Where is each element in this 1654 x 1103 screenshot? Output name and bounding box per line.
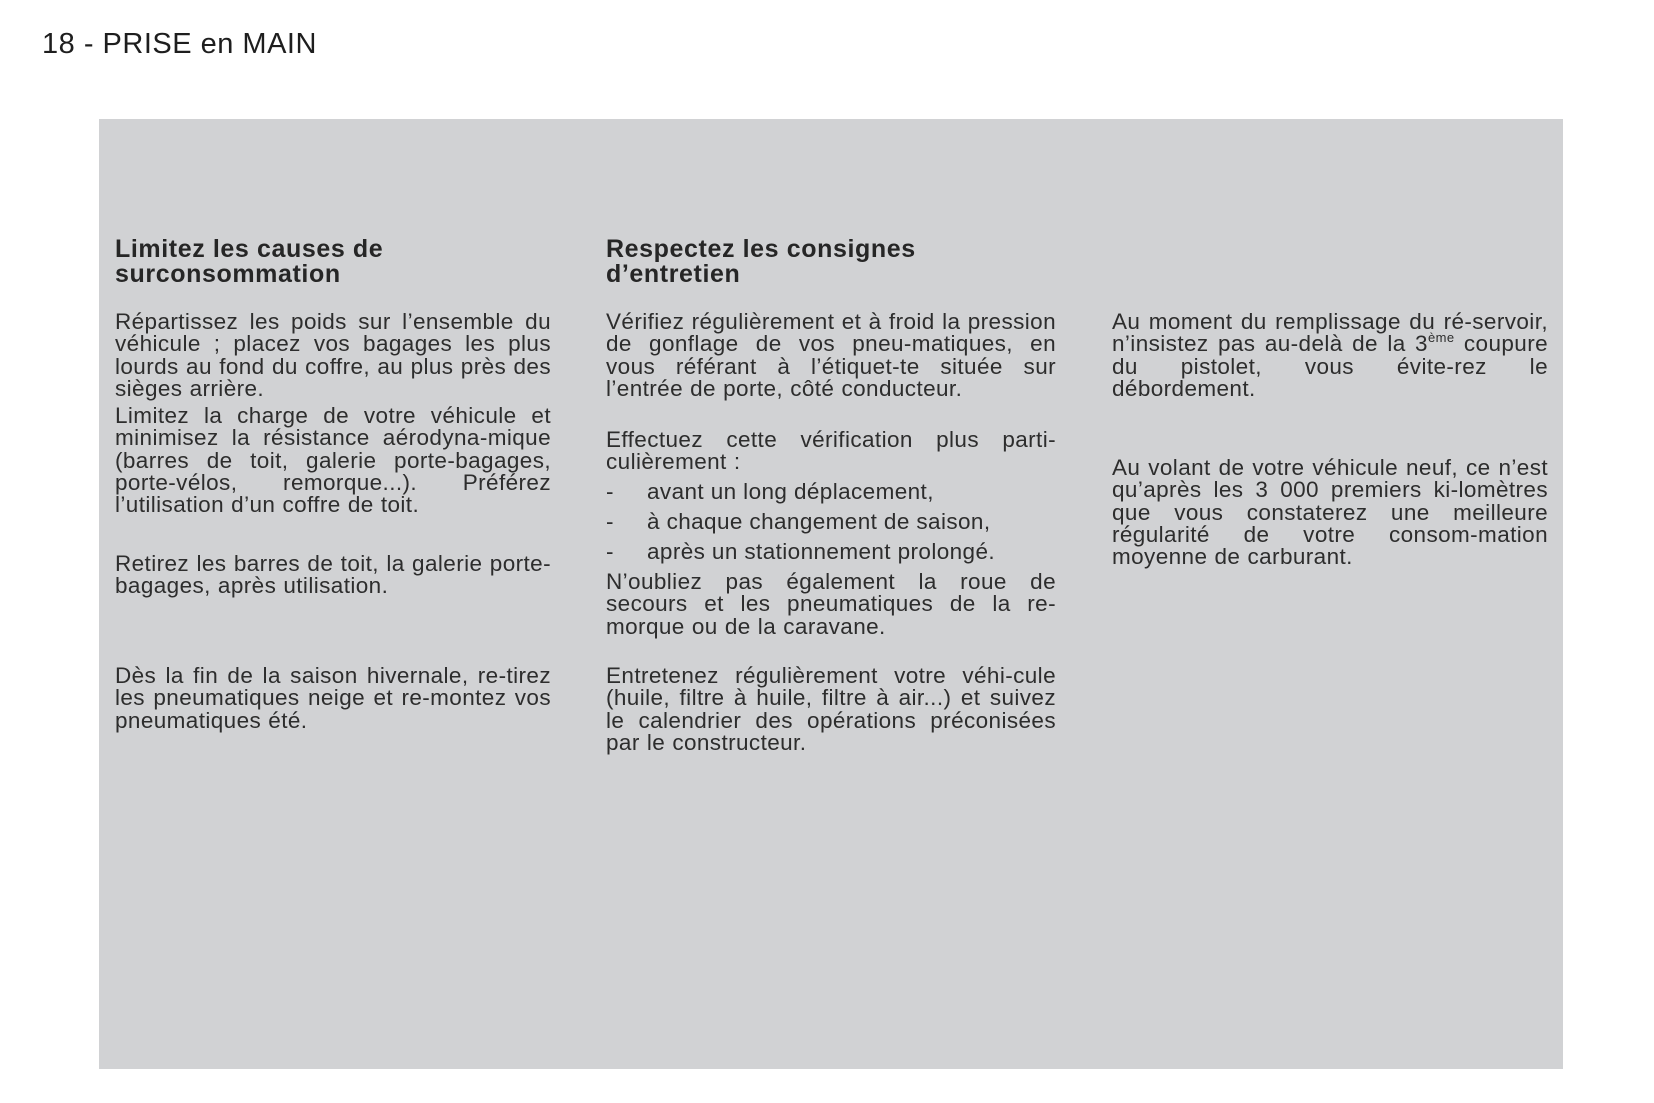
heading-line: Limitez les causes de [115, 235, 384, 263]
section-heading-surconsommation [115, 237, 551, 287]
paragraph-pression-pneus: Vérifiez régulièrement et à froid la pression de gonflage de vos pneu-matiques, en vous référant à l’étiquet-te située sur l’entrée de porte, côté conducteur. [606, 309, 1056, 401]
paragraph-vehicule-neuf: Au volant de votre véhicule neuf, ce n’est qu’après les 3 000 premiers ki-lomètres que vous constaterez une meilleure régularité de votre consom-mation moyenne de carburant. [1112, 455, 1548, 570]
paragraph-repartition-poids: Répartissez les poids sur l’ensemble du véhicule ; placez vos bagages les plus lourds au fond du coffre, au plus près des sièges arrière. [115, 309, 551, 401]
list-item: - avant un long déplacement, [606, 479, 934, 504]
bullet-dash: - [606, 509, 614, 534]
paragraph-verification: Effectuez cette vérification plus parti-culièrement : [606, 427, 1056, 475]
paragraph-remplissage-reservoir: Au moment du remplissage du ré-servoir, n’insistez pas au-delà de la 3ème coupure du pistolet, vous évite-rez le débordement. [1112, 309, 1549, 401]
paragraph-roue-secours: N’oubliez pas également la roue de secours et les pneumatiques de la re-morque ou de la caravane. [606, 569, 1056, 639]
page-title: 18 - PRISE en MAIN [42, 28, 317, 60]
content-panel [99, 119, 1563, 1069]
list-item: - à chaque changement de saison, [606, 509, 991, 534]
paragraph-charge-vehicule: Limitez la charge de votre véhicule et minimisez la résistance aérodyna-mique (barres de toit, galerie porte-bagages, porte-vélos, remorque...). Préférez l’utilisation d’un coffre de toit. [115, 403, 551, 518]
paragraph-entretien-vehicule: Entretenez régulièrement votre véhi-cule (huile, filtre à huile, filtre à air...) et suivez le calendrier des opérations préconisées par le constructeur. [606, 663, 1056, 755]
section-heading-entretien [606, 237, 1056, 287]
paragraph-barres-toit: Retirez les barres de toit, la galerie porte-bagages, après utilisation. [115, 551, 551, 599]
superscript-eme: ème [1427, 330, 1455, 346]
heading-line: d’entretien [606, 260, 741, 288]
bullet-dash: - [606, 539, 614, 564]
paragraph-pneus-hiver: Dès la fin de la saison hivernale, re-tirez les pneumatiques neige et re-montez vos pneumatiques été. [115, 663, 551, 733]
heading-line: surconsommation [115, 260, 341, 288]
heading-line: Respectez les consignes [606, 235, 916, 263]
list-item: - après un stationnement prolongé. [606, 539, 996, 564]
bullet-dash: - [606, 479, 614, 504]
